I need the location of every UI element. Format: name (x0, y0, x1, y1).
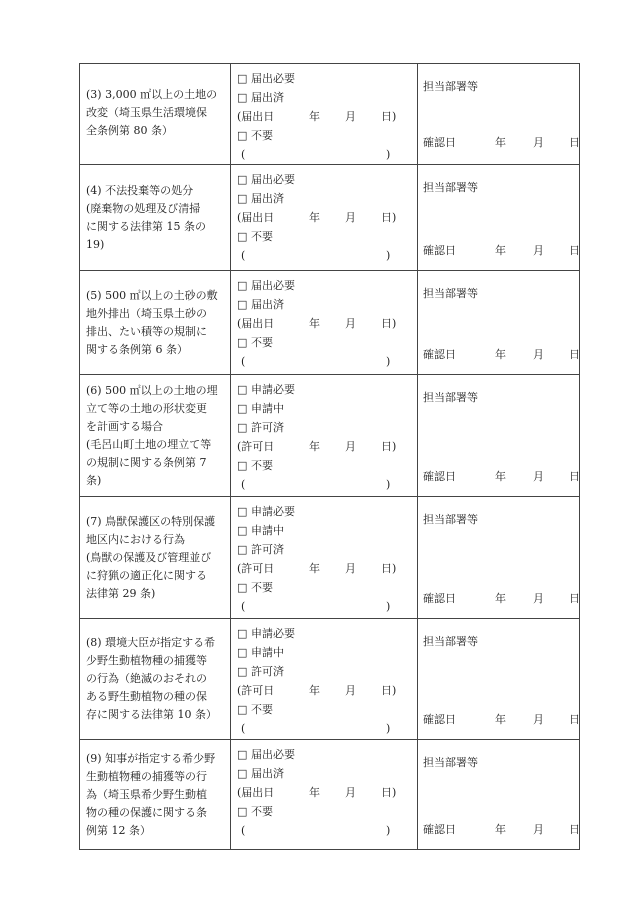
option-label: 届出済 (251, 767, 284, 780)
item-line: に関する法律第 15 条の (86, 220, 206, 233)
item-line: の行為（絶滅のおそれの (86, 672, 207, 685)
item-line: 地区内における行為 (86, 533, 185, 546)
item-line: (8) 環境大臣が指定する希 (86, 636, 216, 649)
day-label: 日) (381, 684, 397, 697)
status-option[interactable] (237, 643, 417, 662)
item-description (80, 64, 230, 140)
confirmation-date[interactable] (423, 346, 580, 362)
confirmation-date[interactable] (423, 134, 580, 150)
confirmation-cell (418, 619, 580, 740)
year-label: 年 (309, 562, 320, 575)
table-row (80, 740, 580, 850)
item-description (80, 619, 230, 724)
item-line: を計画する場合 (86, 420, 163, 433)
paren-open: ( (241, 249, 246, 262)
checkbox[interactable]: □ (237, 805, 248, 818)
option-label: 不要 (251, 581, 273, 594)
status-cell (231, 497, 418, 619)
status-option[interactable] (237, 521, 417, 540)
year-label: 年 (495, 823, 506, 836)
item-description (80, 497, 230, 603)
year-label: 年 (495, 244, 506, 257)
day-label: 日 (569, 592, 580, 605)
status-cell (231, 740, 418, 850)
confirmation-date[interactable] (423, 468, 580, 484)
table-row (80, 497, 580, 619)
status-option[interactable] (237, 189, 417, 208)
table-row (80, 619, 580, 740)
status-options (231, 619, 417, 738)
item-line: 条) (86, 474, 102, 487)
not-required-option[interactable] (237, 700, 417, 719)
day-label: 日 (569, 348, 580, 361)
status-option[interactable] (237, 745, 417, 764)
item-line: 為（埼玉県希少野生動植 (86, 788, 207, 801)
paren-close: ) (386, 600, 391, 613)
checkbox[interactable]: □ (237, 72, 248, 85)
item-line: (4) 不法投棄等の処分 (86, 184, 194, 197)
month-label: 月 (533, 348, 544, 361)
option-label: 届出必要 (251, 72, 295, 85)
item-description (80, 375, 230, 490)
paren-open: ( (241, 600, 246, 613)
option-label: 不要 (251, 129, 273, 142)
item-line: ある野生動植物の種の保 (86, 690, 207, 703)
status-options (231, 497, 417, 616)
confirmation-date[interactable] (423, 821, 580, 837)
date-line (237, 107, 417, 126)
item-description (80, 165, 230, 254)
status-option[interactable] (237, 540, 417, 559)
item-line: (毛呂山町土地の埋立て等 (86, 438, 212, 451)
status-cell (231, 375, 418, 497)
month-label: 月 (345, 110, 356, 123)
checkbox[interactable]: □ (237, 91, 248, 104)
day-label: 日) (381, 440, 397, 453)
status-option[interactable] (237, 502, 417, 521)
confirmation-date[interactable] (423, 711, 580, 727)
date-label: (届出日 (237, 211, 275, 224)
year-label: 年 (309, 440, 320, 453)
option-label: 申請中 (251, 646, 284, 659)
option-label: 不要 (251, 703, 273, 716)
item-line: (鳥獣の保護及び管理並び (86, 551, 212, 564)
paren-close: ) (386, 249, 391, 262)
checkbox[interactable]: □ (237, 505, 248, 518)
month-label: 月 (533, 470, 544, 483)
confirmation-date[interactable] (423, 242, 580, 258)
day-label: 日 (569, 136, 580, 149)
paren-open: ( (241, 355, 246, 368)
confirm-label: 確認日 (423, 823, 456, 836)
month-label: 月 (533, 713, 544, 726)
checkbox[interactable]: □ (237, 402, 248, 415)
checkbox[interactable]: □ (237, 173, 248, 186)
option-label: 許可済 (251, 665, 284, 678)
item-description (80, 740, 230, 840)
option-label: 申請中 (251, 402, 284, 415)
date-label: (届出日 (237, 317, 275, 330)
paren-open: ( (241, 722, 246, 735)
checkbox[interactable]: □ (237, 383, 248, 396)
item-cell (80, 619, 231, 740)
month-label: 月 (345, 786, 356, 799)
status-option[interactable] (237, 662, 417, 681)
item-line: 法律第 29 条) (86, 587, 156, 600)
date-label: (許可日 (237, 684, 275, 697)
checkbox[interactable]: □ (237, 298, 248, 311)
remarks-field[interactable] (237, 352, 417, 371)
not-required-option[interactable] (237, 227, 417, 246)
item-line: 生動植物種の捕獲等の行 (86, 770, 207, 783)
confirmation-cell (418, 165, 580, 271)
status-option[interactable] (237, 380, 417, 399)
status-options (231, 165, 417, 265)
status-cell (231, 165, 418, 271)
paren-close: ) (386, 824, 391, 837)
option-label: 不要 (251, 336, 273, 349)
month-label: 月 (345, 317, 356, 330)
item-line: 改変（埼玉県生活環境保 (86, 106, 207, 119)
checkbox[interactable]: □ (237, 524, 248, 537)
item-line: (廃棄物の処理及び清掃 (86, 202, 201, 215)
item-line: (7) 鳥獣保護区の特別保護 (86, 515, 216, 528)
table-row (80, 165, 580, 271)
date-line (237, 437, 417, 456)
year-label: 年 (309, 786, 320, 799)
checkbox[interactable]: □ (237, 767, 248, 780)
remarks-field[interactable] (237, 821, 417, 840)
status-option[interactable] (237, 764, 417, 783)
confirmation-cell (418, 740, 580, 850)
year-label: 年 (495, 348, 506, 361)
confirm-label: 確認日 (423, 470, 456, 483)
item-line: (3) 3,000 ㎡以上の土地の (86, 88, 218, 101)
paren-close: ) (386, 478, 391, 491)
item-cell (80, 271, 231, 375)
paren-open: ( (241, 824, 246, 837)
option-label: 届出必要 (251, 279, 295, 292)
not-required-option[interactable] (237, 802, 417, 821)
month-label: 月 (533, 823, 544, 836)
item-line: 立て等の土地の形状変更 (86, 402, 207, 415)
item-line: 例第 12 条） (86, 824, 151, 837)
day-label: 日) (381, 110, 397, 123)
confirmation-cell (418, 271, 580, 375)
item-cell (80, 497, 231, 619)
item-line: の規制に関する条例第 7 (86, 456, 207, 469)
item-line: (9) 知事が指定する希少野 (86, 752, 216, 765)
day-label: 日) (381, 317, 397, 330)
status-option[interactable] (237, 88, 417, 107)
status-option[interactable] (237, 170, 417, 189)
checkbox[interactable]: □ (237, 230, 248, 243)
month-label: 月 (533, 136, 544, 149)
item-line: に狩猟の適正化に関する (86, 569, 207, 582)
not-required-option[interactable] (237, 126, 417, 145)
day-label: 日 (569, 244, 580, 257)
option-label: 届出済 (251, 298, 284, 311)
checkbox[interactable]: □ (237, 421, 248, 434)
not-required-option[interactable] (237, 456, 417, 475)
checkbox[interactable]: □ (237, 543, 248, 556)
table-row (80, 271, 580, 375)
year-label: 年 (309, 110, 320, 123)
status-options (231, 64, 417, 164)
department-label: 担当部署等 (423, 391, 478, 404)
department-label: 担当部署等 (423, 635, 478, 648)
status-option[interactable] (237, 276, 417, 295)
checkbox[interactable]: □ (237, 581, 248, 594)
date-label: (届出日 (237, 110, 275, 123)
item-line: 存に関する法律第 10 条） (86, 708, 217, 721)
checkbox[interactable]: □ (237, 703, 248, 716)
department-label: 担当部署等 (423, 513, 478, 526)
not-required-option[interactable] (237, 578, 417, 597)
remarks-field[interactable] (237, 719, 417, 738)
status-option[interactable] (237, 295, 417, 314)
status-cell (231, 619, 418, 740)
status-option[interactable] (237, 624, 417, 643)
table-row (80, 375, 580, 497)
day-label: 日 (569, 823, 580, 836)
department-label: 担当部署等 (423, 756, 478, 769)
date-line (237, 314, 417, 333)
month-label: 月 (533, 592, 544, 605)
option-label: 許可済 (251, 543, 284, 556)
checkbox[interactable]: □ (237, 646, 248, 659)
option-label: 申請中 (251, 524, 284, 537)
date-label: (許可日 (237, 562, 275, 575)
checkbox[interactable]: □ (237, 627, 248, 640)
status-options (231, 740, 417, 840)
day-label: 日 (569, 713, 580, 726)
option-label: 不要 (251, 805, 273, 818)
year-label: 年 (495, 470, 506, 483)
item-line: 19) (86, 238, 105, 251)
paren-open: ( (241, 478, 246, 491)
confirm-label: 確認日 (423, 244, 456, 257)
item-line: 関する条例第 6 条） (86, 343, 188, 356)
item-line: 全条例第 80 条） (86, 124, 173, 137)
status-option[interactable] (237, 399, 417, 418)
status-option[interactable] (237, 418, 417, 437)
paren-close: ) (386, 355, 391, 368)
day-label: 日 (569, 470, 580, 483)
item-cell (80, 64, 231, 165)
month-label: 月 (345, 684, 356, 697)
date-line (237, 681, 417, 700)
year-label: 年 (309, 684, 320, 697)
date-line (237, 559, 417, 578)
option-label: 申請必要 (251, 627, 295, 640)
department-label: 担当部署等 (423, 287, 478, 300)
date-label: (届出日 (237, 786, 275, 799)
confirmation-cell (418, 375, 580, 497)
status-options (231, 375, 417, 494)
date-label: (許可日 (237, 440, 275, 453)
confirmation-cell (418, 64, 580, 165)
confirm-label: 確認日 (423, 136, 456, 149)
option-label: 届出済 (251, 91, 284, 104)
remarks-field[interactable] (237, 145, 417, 164)
item-line: 物の種の保護に関する条 (86, 806, 207, 819)
checkbox[interactable]: □ (237, 129, 248, 142)
checkbox[interactable]: □ (237, 665, 248, 678)
year-label: 年 (495, 136, 506, 149)
year-label: 年 (309, 317, 320, 330)
month-label: 月 (533, 244, 544, 257)
item-line: (5) 500 ㎡以上の土砂の敷 (86, 289, 218, 302)
year-label: 年 (309, 211, 320, 224)
department-label: 担当部署等 (423, 80, 478, 93)
day-label: 日) (381, 211, 397, 224)
remarks-field[interactable] (237, 475, 417, 494)
item-line: 少野生動植物種の捕獲等 (86, 654, 207, 667)
option-label: 届出必要 (251, 748, 295, 761)
paren-open: ( (241, 148, 246, 161)
item-cell (80, 375, 231, 497)
option-label: 申請必要 (251, 383, 295, 396)
month-label: 月 (345, 562, 356, 575)
item-line: 排出、たい積等の規制に (86, 325, 207, 338)
checkbox[interactable]: □ (237, 336, 248, 349)
remarks-field[interactable] (237, 246, 417, 265)
status-cell (231, 64, 418, 165)
day-label: 日) (381, 562, 397, 575)
department-label: 担当部署等 (423, 181, 478, 194)
confirmation-cell (418, 497, 580, 619)
item-cell (80, 740, 231, 850)
permit-checklist-table (79, 63, 580, 850)
option-label: 届出済 (251, 192, 284, 205)
paren-close: ) (386, 722, 391, 735)
date-line (237, 208, 417, 227)
status-options (231, 271, 417, 371)
option-label: 申請必要 (251, 505, 295, 518)
item-line: (6) 500 ㎡以上の土地の埋 (86, 384, 218, 397)
month-label: 月 (345, 211, 356, 224)
confirm-label: 確認日 (423, 348, 456, 361)
day-label: 日) (381, 786, 397, 799)
year-label: 年 (495, 592, 506, 605)
checkbox[interactable]: □ (237, 459, 248, 472)
confirm-label: 確認日 (423, 592, 456, 605)
option-label: 届出必要 (251, 173, 295, 186)
status-cell (231, 271, 418, 375)
confirm-label: 確認日 (423, 713, 456, 726)
option-label: 許可済 (251, 421, 284, 434)
checkbox[interactable]: □ (237, 748, 248, 761)
checkbox[interactable]: □ (237, 279, 248, 292)
remarks-field[interactable] (237, 597, 417, 616)
item-line: 地外排出（埼玉県土砂の (86, 307, 207, 320)
month-label: 月 (345, 440, 356, 453)
confirmation-date[interactable] (423, 590, 580, 606)
item-description (80, 271, 230, 359)
paren-close: ) (386, 148, 391, 161)
table-row (80, 64, 580, 165)
option-label: 不要 (251, 459, 273, 472)
year-label: 年 (495, 713, 506, 726)
item-cell (80, 165, 231, 271)
checkbox[interactable]: □ (237, 192, 248, 205)
status-option[interactable] (237, 69, 417, 88)
option-label: 不要 (251, 230, 273, 243)
date-line (237, 783, 417, 802)
not-required-option[interactable] (237, 333, 417, 352)
